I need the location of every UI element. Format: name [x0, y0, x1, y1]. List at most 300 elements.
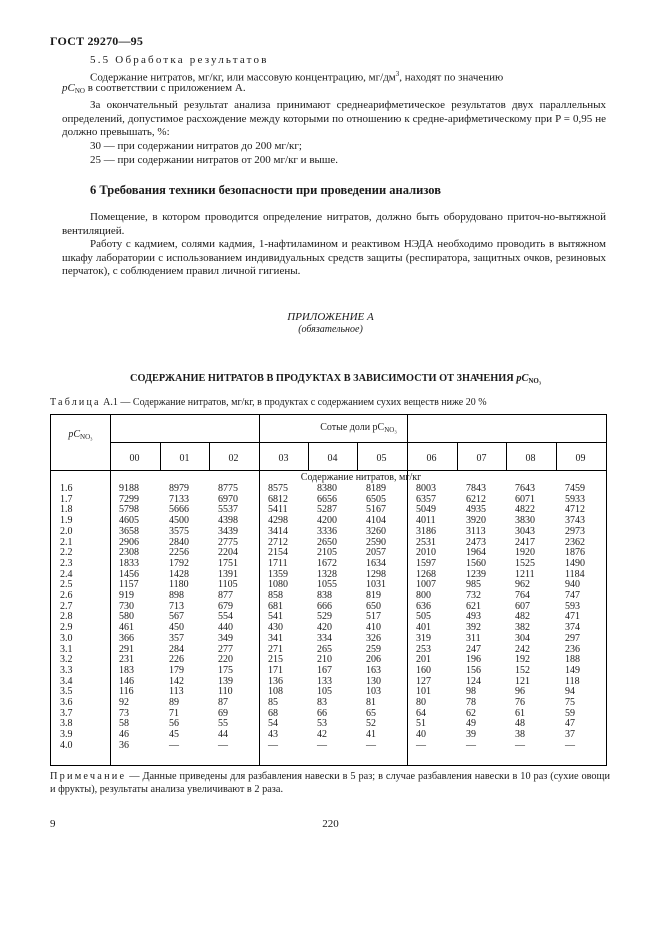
table-cell: 580 — [119, 611, 134, 623]
table-cell: 121 — [515, 675, 530, 687]
table-cell: 4104 — [366, 515, 386, 527]
table-cell: 38 — [515, 729, 525, 741]
table-cell: 48 — [515, 718, 525, 730]
table-cell: 1597 — [416, 557, 436, 569]
table-cell: 366 — [119, 632, 134, 644]
table-cell: 55 — [218, 718, 228, 730]
table-cell: 401 — [416, 622, 431, 634]
table-cell: — — [366, 739, 376, 751]
table-cell: 2840 — [169, 536, 189, 548]
table-cell: 554 — [218, 611, 233, 623]
table-cell: 1490 — [565, 557, 585, 569]
row-label: 3.3 — [60, 664, 73, 676]
table-cell: 133 — [317, 675, 332, 687]
row-label: 3.7 — [60, 707, 73, 719]
table-cell: — — [565, 739, 575, 751]
table-cell: 75 — [565, 697, 575, 708]
table-cell: 59 — [565, 707, 575, 719]
span-header: Содержание нитратов, мг/кг — [300, 472, 422, 483]
table-cell: 6212 — [466, 493, 486, 505]
table-cell: 71 — [169, 707, 179, 719]
column-header-01: 01 — [179, 453, 190, 464]
page-number-center: 220 — [322, 818, 339, 830]
row-label: 1.8 — [60, 504, 73, 516]
table-cell: 81 — [366, 697, 376, 708]
table-cell: 374 — [565, 622, 580, 634]
table-cell: 210 — [317, 654, 332, 666]
table-cell: 83 — [317, 697, 327, 708]
row-label: 3.0 — [60, 632, 73, 644]
table-cell: 1560 — [466, 557, 486, 569]
table-cell: 9188 — [119, 483, 139, 494]
table-cell: 2650 — [317, 536, 337, 548]
row-label: 2.7 — [60, 600, 73, 612]
table-cell: 567 — [169, 611, 184, 623]
table-cell: 5287 — [317, 504, 337, 516]
table-cell: 4298 — [268, 515, 288, 527]
row-label: 3.2 — [60, 654, 73, 666]
table-cell: 1920 — [515, 547, 535, 559]
table-cell: 188 — [565, 654, 580, 666]
table-cell: 2010 — [416, 547, 436, 559]
table-cell: 68 — [268, 707, 278, 719]
table-cell: 78 — [466, 697, 476, 708]
table-cell: 3658 — [119, 525, 139, 537]
table-cell: 440 — [218, 622, 233, 634]
table-cell: 819 — [366, 590, 381, 601]
table-cell: 8979 — [169, 483, 189, 494]
table-cell: 130 — [366, 675, 381, 687]
table-cell: 65 — [366, 707, 376, 719]
table-cell: 179 — [169, 664, 184, 676]
table-cell: 1792 — [169, 557, 189, 569]
table-cell: 1268 — [416, 568, 436, 580]
table-cell: 311 — [466, 632, 481, 644]
table-cell: 113 — [169, 686, 184, 698]
row-label: 2.8 — [60, 611, 73, 623]
table-cell: 46 — [119, 729, 129, 741]
table-cell: 1964 — [466, 547, 486, 559]
table-cell: 40 — [416, 729, 426, 741]
table-cell: 430 — [268, 622, 283, 634]
column-header-03: 03 — [278, 453, 289, 464]
table-cell: 681 — [268, 600, 283, 612]
table-cell: 6812 — [268, 493, 288, 505]
table-cell: 39 — [466, 729, 476, 741]
table-cell: 1105 — [218, 579, 238, 591]
table-cell: 3920 — [466, 515, 486, 527]
table-cell: 167 — [317, 664, 332, 676]
table-cell: 36 — [119, 739, 129, 751]
table-cell: — — [268, 739, 278, 751]
row-label: 2.9 — [60, 622, 73, 634]
column-header-05: 05 — [376, 453, 387, 464]
table-cell: 5666 — [169, 504, 189, 516]
table-cell: 92 — [119, 697, 129, 708]
table-cell: 919 — [119, 590, 134, 601]
table-cell: 607 — [515, 600, 530, 612]
table-cell: 1391 — [218, 568, 238, 580]
table-cell: 247 — [466, 643, 481, 655]
table-cell: 253 — [416, 643, 431, 655]
table-cell: 4822 — [515, 504, 535, 516]
document-header: ГОСТ 29270—95 — [50, 34, 144, 48]
table-cell: 1031 — [366, 579, 386, 591]
table-cell: 1428 — [169, 568, 189, 580]
section-6-paragraph-1: Помещение, в котором проводится определение нитратов, должно быть оборудовано приточ-но-вытяжной вентиляцией. — [62, 211, 606, 237]
table-cell: 291 — [119, 643, 134, 655]
table-cell: 47 — [565, 718, 575, 730]
table-cell: — — [218, 739, 228, 751]
table-cell: 334 — [317, 632, 332, 644]
table-cell: 8003 — [416, 483, 436, 494]
table-cell: 1751 — [218, 557, 238, 569]
row-label: 3.4 — [60, 675, 73, 687]
table-cell: 171 — [268, 664, 283, 676]
table-cell: 94 — [565, 686, 575, 698]
row-label: 4.0 — [60, 739, 73, 751]
table-cell: 149 — [565, 664, 580, 676]
table-note: Примечание — Данные приведены для разбавления навески в 5 раз; в случае разбавления навески в 10 раз (сухие овощи и фрукты), результаты анализа увеличивают в 2 раза. — [50, 771, 610, 795]
table-cell: 206 — [366, 654, 381, 666]
table-cell: 231 — [119, 654, 134, 666]
table-cell: 730 — [119, 600, 134, 612]
table-cell: 1157 — [119, 579, 139, 591]
table-cell: 1876 — [565, 547, 585, 559]
row-label: 1.6 — [60, 483, 73, 494]
table-cell: 192 — [515, 654, 530, 666]
table-cell: 3439 — [218, 525, 238, 537]
table-cell: 89 — [169, 697, 179, 708]
table-cell: 226 — [169, 654, 184, 666]
table-cell: 5798 — [119, 504, 139, 516]
section-5-5-title: 5.5 Обработка результатов — [90, 54, 269, 66]
table-cell: 2154 — [268, 547, 288, 559]
appendix-subtitle: (обязательное) — [298, 324, 363, 335]
table-cell: 461 — [119, 622, 134, 634]
row-label: 3.8 — [60, 718, 73, 730]
table-cell: 76 — [515, 697, 525, 708]
table-cell: 6505 — [366, 493, 386, 505]
table-cell: 5411 — [268, 504, 288, 516]
table-cell: 118 — [565, 675, 580, 687]
table-cell: 277 — [218, 643, 233, 655]
table-cell: 69 — [218, 707, 228, 719]
group-header: Сотые доли $pC_{NO_3}$ — [320, 422, 397, 434]
table-cell: 2973 — [565, 525, 585, 537]
row-label: 1.7 — [60, 493, 73, 505]
section-6-title: 6 Требования техники безопасности при проведении анализов — [90, 183, 441, 197]
table-cell: — — [169, 739, 179, 751]
table-cell: 2775 — [218, 536, 238, 548]
table-cell: 110 — [218, 686, 233, 698]
table-cell: 6970 — [218, 493, 238, 505]
table-cell: 2362 — [565, 536, 585, 548]
table-cell: 8775 — [218, 483, 238, 494]
table-cell: 3043 — [515, 525, 535, 537]
table-cell: 1184 — [565, 568, 585, 580]
table-cell: 940 — [565, 579, 580, 591]
table-cell: — — [515, 739, 525, 751]
table-cell: 4605 — [119, 515, 139, 527]
section-5-5-paragraph-1: Содержание нитратов, мг/кг, или массовую концентрацию, $мг/дм^3$, находят по значению — [90, 70, 504, 84]
table-cell: 8575 — [268, 483, 288, 494]
table-cell: 679 — [218, 600, 233, 612]
row-label: 2.4 — [60, 568, 73, 580]
page-number-left: 9 — [50, 818, 56, 830]
table-cell: 73 — [119, 707, 129, 719]
table-cell: 4500 — [169, 515, 189, 527]
table-cell: 482 — [515, 611, 530, 623]
row-label: 3.5 — [60, 686, 73, 698]
table-cell: 5049 — [416, 504, 436, 516]
table-cell: 2308 — [119, 547, 139, 559]
column-header-07: 07 — [476, 453, 487, 464]
table-cell: 2590 — [366, 536, 386, 548]
table-cell: — — [416, 739, 426, 751]
table-cell: 471 — [565, 611, 580, 623]
table-cell: 1239 — [466, 568, 486, 580]
table-cell: 152 — [515, 664, 530, 676]
row-label: 2.1 — [60, 536, 73, 548]
row-label: 2.2 — [60, 547, 73, 559]
table-cell: 2712 — [268, 536, 288, 548]
nitrate-table — [50, 414, 607, 766]
table-cell: 8189 — [366, 483, 386, 494]
table-cell: 1080 — [268, 579, 288, 591]
table-cell: 5167 — [366, 504, 386, 516]
table-cell: 2256 — [169, 547, 189, 559]
table-cell: 98 — [466, 686, 476, 698]
table-cell: 382 — [515, 622, 530, 634]
column-header-09: 09 — [575, 453, 586, 464]
table-cell: 242 — [515, 643, 530, 655]
table-cell: 838 — [317, 590, 332, 601]
table-cell: 1298 — [366, 568, 386, 580]
table-cell: 4935 — [466, 504, 486, 516]
table-cell: 297 — [565, 632, 580, 644]
table-cell: 163 — [366, 664, 381, 676]
table-cell: 747 — [565, 590, 580, 601]
table-cell: 6656 — [317, 493, 337, 505]
table-cell: 215 — [268, 654, 283, 666]
table-cell: 183 — [119, 664, 134, 676]
table-cell: 962 — [515, 579, 530, 591]
table-cell: 54 — [268, 718, 278, 730]
table-cell: 201 — [416, 654, 431, 666]
table-cell: 5537 — [218, 504, 238, 516]
table-cell: 898 — [169, 590, 184, 601]
table-cell: 61 — [515, 707, 525, 719]
table-cell: 650 — [366, 600, 381, 612]
table-cell: 357 — [169, 632, 184, 644]
table-cell: — — [466, 739, 476, 751]
row-label: 3.6 — [60, 697, 73, 708]
column-header-08: 08 — [525, 453, 536, 464]
table-cell: 62 — [466, 707, 476, 719]
table-cell: 420 — [317, 622, 332, 634]
row-label: 3.9 — [60, 729, 73, 741]
table-cell: 319 — [416, 632, 431, 644]
table-cell: 7133 — [169, 493, 189, 505]
table-cell: 56 — [169, 718, 179, 730]
table-cell: 1055 — [317, 579, 337, 591]
table-cell: 1359 — [268, 568, 288, 580]
table-cell: 7459 — [565, 483, 585, 494]
row-label: 2.6 — [60, 590, 73, 601]
table-cell: 37 — [565, 729, 575, 741]
table-cell: 271 — [268, 643, 283, 655]
section-5-5-paragraph-2: За окончательный результат анализа принимают среднеарифметическое результатов двух параллельных определений, допустимое расхождение между которыми по отношению к средне-арифметическому при P = 0,95 не должно превышать, %: — [62, 99, 606, 139]
table-cell: 101 — [416, 686, 431, 698]
table-cell: 44 — [218, 729, 228, 741]
table-cell: 4712 — [565, 504, 585, 516]
table-cell: 1833 — [119, 557, 139, 569]
table-cell: 2473 — [466, 536, 486, 548]
appendix-heading: СОДЕРЖАНИЕ НИТРАТОВ В ПРОДУКТАХ В ЗАВИСИМОСТИ ОТ ЗНАЧЕНИЯ $pC_{NO_3}$ — [130, 373, 541, 385]
table-cell: 284 — [169, 643, 184, 655]
row-label: 1.9 — [60, 515, 73, 527]
table-cell: — — [317, 739, 327, 751]
column-header-02: 02 — [228, 453, 239, 464]
table-cell: 220 — [218, 654, 233, 666]
table-cell: 732 — [466, 590, 481, 601]
table-cell: 5933 — [565, 493, 585, 505]
table-cell: 64 — [416, 707, 426, 719]
section-6-paragraph-2: Работу с кадмием, солями кадмия, 1-нафтиламином и реактивом НЭДА необходимо проводить в вытяжном шкафу лаборатории с использованием индивидуальных средств защиты (респиратора, защитных очков, резиновых перчаток), с соблюдением правил личной гигиены. — [62, 238, 606, 278]
table-cell: 160 — [416, 664, 431, 676]
table-cell: 2531 — [416, 536, 436, 548]
table-cell: 136 — [268, 675, 283, 687]
table-cell: 265 — [317, 643, 332, 655]
table-cell: 349 — [218, 632, 233, 644]
table-cell: 713 — [169, 600, 184, 612]
table-cell: 259 — [366, 643, 381, 655]
table-cell: 877 — [218, 590, 233, 601]
table-cell: 1672 — [317, 557, 337, 569]
table-cell: 156 — [466, 664, 481, 676]
table-cell: 139 — [218, 675, 233, 687]
table-cell: 2906 — [119, 536, 139, 548]
table-cell: 3575 — [169, 525, 189, 537]
table-cell: 3186 — [416, 525, 436, 537]
table-cell: 53 — [317, 718, 327, 730]
table-cell: 304 — [515, 632, 530, 644]
table-cell: 450 — [169, 622, 184, 634]
column-header-06: 06 — [426, 453, 437, 464]
table-cell: 621 — [466, 600, 481, 612]
table-cell: 2204 — [218, 547, 238, 559]
row-label: 2.0 — [60, 525, 73, 537]
table-cell: 116 — [119, 686, 134, 698]
table-cell: 3113 — [466, 525, 486, 537]
table-cell: 7843 — [466, 483, 486, 494]
table-cell: 4200 — [317, 515, 337, 527]
section-5-5-paragraph-1-cont: $pC_{NO}$ в соответствии с приложением А. — [62, 82, 246, 95]
table-cell: 66 — [317, 707, 327, 719]
table-cell: 1456 — [119, 568, 139, 580]
table-cell: 505 — [416, 611, 431, 623]
table-cell: 800 — [416, 590, 431, 601]
table-cell: 2105 — [317, 547, 337, 559]
table-cell: 175 — [218, 664, 233, 676]
table-cell: 196 — [466, 654, 481, 666]
table-cell: 49 — [466, 718, 476, 730]
table-cell: 87 — [218, 697, 228, 708]
table-cell: 541 — [268, 611, 283, 623]
table-cell: 1525 — [515, 557, 535, 569]
table-cell: 2057 — [366, 547, 386, 559]
table-cell: 3830 — [515, 515, 535, 527]
table-cell: 7299 — [119, 493, 139, 505]
table-caption: Таблица А.1 — Содержание нитратов, мг/кг, в продуктах с содержанием сухих веществ ниже 20 % — [50, 397, 487, 408]
column-header-00: 00 — [129, 453, 140, 464]
row-header-pc: $pC_{NO_3}$ — [68, 429, 93, 441]
table-cell: 529 — [317, 611, 332, 623]
table-cell: 108 — [268, 686, 283, 698]
table-cell: 392 — [466, 622, 481, 634]
row-label: 3.1 — [60, 643, 73, 655]
table-cell: 43 — [268, 729, 278, 741]
table-cell: 8380 — [317, 483, 337, 494]
table-cell: 52 — [366, 718, 376, 730]
table-cell: 85 — [268, 697, 278, 708]
table-cell: 764 — [515, 590, 530, 601]
section-5-5-item-30: 30 — при содержании нитратов до 200 мг/кг; — [90, 140, 302, 152]
table-cell: 4398 — [218, 515, 238, 527]
table-cell: 1007 — [416, 579, 436, 591]
table-cell: 105 — [317, 686, 332, 698]
table-cell: 103 — [366, 686, 381, 698]
table-cell: 493 — [466, 611, 481, 623]
table-cell: 636 — [416, 600, 431, 612]
table-cell: 593 — [565, 600, 580, 612]
table-cell: 51 — [416, 718, 426, 730]
table-cell: 2417 — [515, 536, 535, 548]
table-cell: 142 — [169, 675, 184, 687]
table-cell: 858 — [268, 590, 283, 601]
column-header-04: 04 — [327, 453, 338, 464]
table-cell: 1211 — [515, 568, 535, 580]
table-cell: 41 — [366, 729, 376, 741]
table-cell: 3260 — [366, 525, 386, 537]
table-cell: 517 — [366, 611, 381, 623]
table-cell: 1180 — [169, 579, 189, 591]
table-cell: 326 — [366, 632, 381, 644]
table-cell: 1711 — [268, 557, 288, 569]
table-cell: 42 — [317, 729, 327, 741]
table-cell: 6071 — [515, 493, 535, 505]
table-cell: 96 — [515, 686, 525, 698]
table-cell: 4011 — [416, 515, 436, 527]
table-cell: 3743 — [565, 515, 585, 527]
table-cell: 58 — [119, 718, 129, 730]
table-cell: 45 — [169, 729, 179, 741]
table-cell: 7643 — [515, 483, 535, 494]
table-cell: 985 — [466, 579, 481, 591]
table-cell: 146 — [119, 675, 134, 687]
table-cell: 80 — [416, 697, 426, 708]
table-cell: 410 — [366, 622, 381, 634]
table-cell: 127 — [416, 675, 431, 687]
row-label: 2.3 — [60, 557, 73, 569]
table-cell: 3414 — [268, 525, 288, 537]
section-5-5-item-25: 25 — при содержании нитратов от 200 мг/кг и выше. — [90, 154, 338, 166]
appendix-title: ПРИЛОЖЕНИЕ А — [287, 311, 374, 323]
row-label: 2.5 — [60, 579, 73, 591]
table-cell: 6357 — [416, 493, 436, 505]
table-cell: 341 — [268, 632, 283, 644]
